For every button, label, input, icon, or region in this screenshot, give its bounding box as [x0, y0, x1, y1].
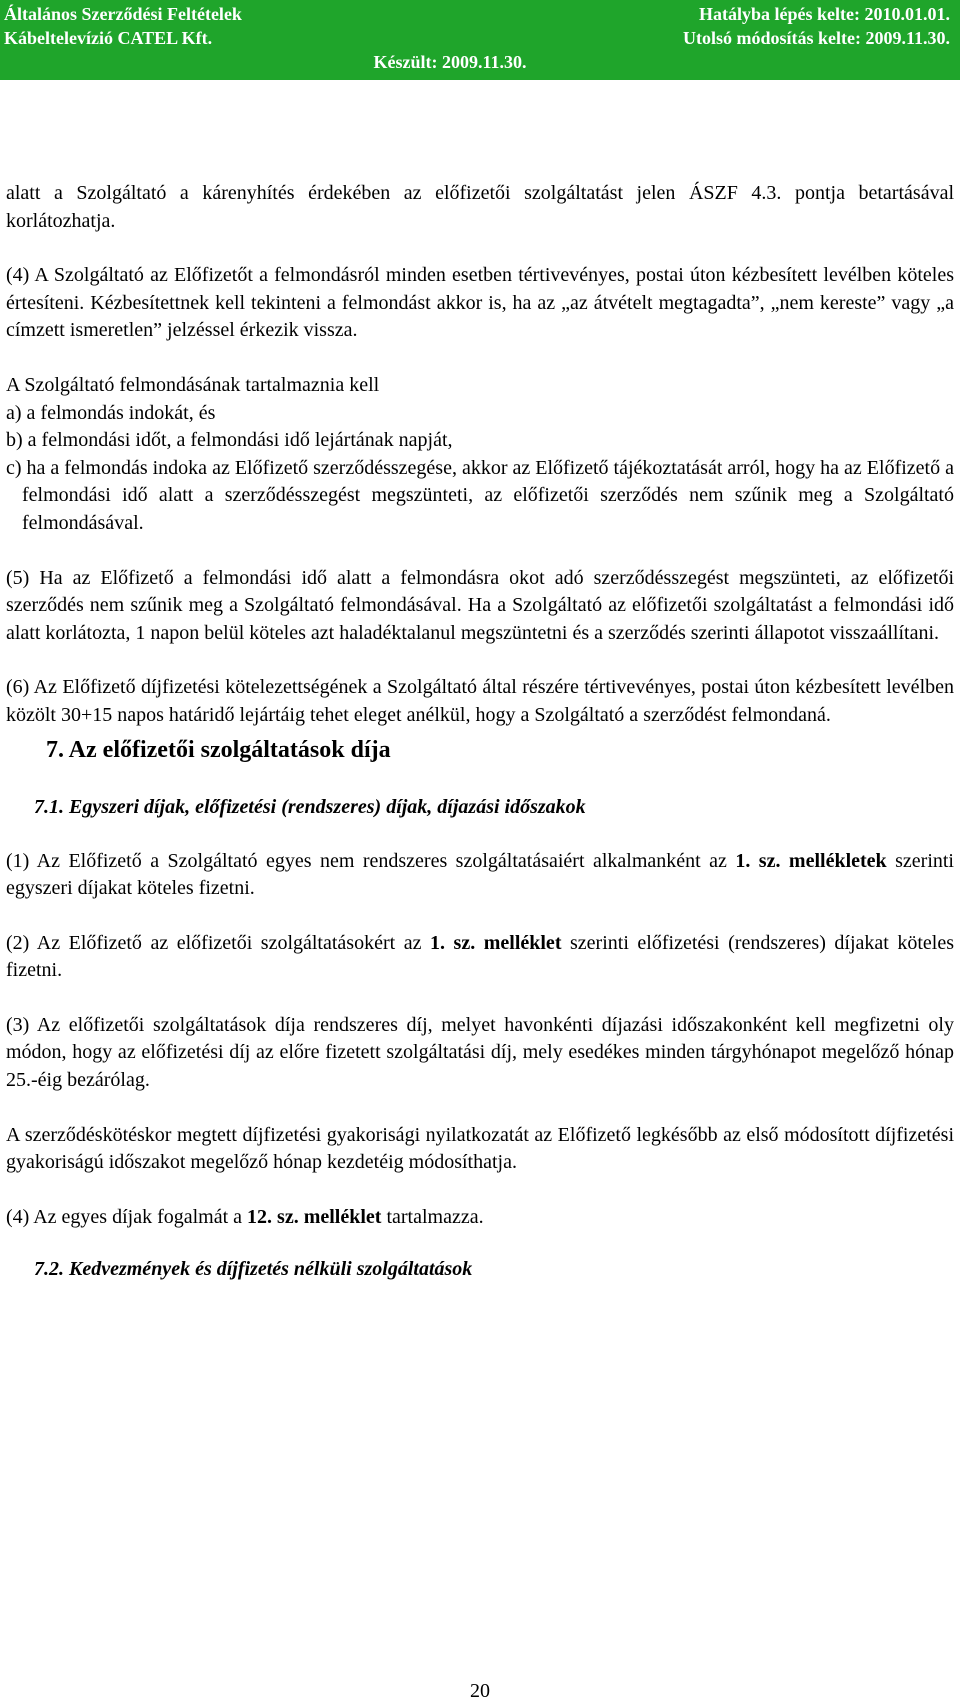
header-effective-date: Hatályba lépés kelte: 2010.01.01.	[699, 4, 950, 24]
paragraph-continued: alatt a Szolgáltató a kárenyhítés érdekében az előfizetői szolgáltatást jelen ÁSZF 4.3. pontja betartásával korlátozhatja.	[6, 182, 954, 232]
section-heading-7: 7. Az előfizetői szolgáltatások díja	[46, 736, 391, 763]
paragraph-7-1-4	[6, 1204, 954, 1232]
header-created-date: Készült: 2009.11.30.	[373, 52, 527, 72]
paragraph-7-1-1	[6, 848, 954, 903]
paragraph-5: (5) Ha az Előfizető a felmondási idő alatt a felmondásra okot adó szerződésszegést megszünteti, az előfizetői szerződés nem szűnik meg a Szolgáltató felmondásával. Ha a Szolgáltató az előfizetői szolgáltatást a felmondási idő alatt korlátozta, 1 napon belül köteles azt haladéktalanul megszüntetni és a szerződés szerinti állapotot visszaállítani.	[6, 566, 954, 644]
annex-reference: 1. sz. mellékletek	[735, 849, 887, 872]
page-number: 20	[470, 1680, 490, 1702]
annex-reference: 12. sz. melléklet	[247, 1205, 382, 1228]
paragraph-4: (4) A Szolgáltató az Előfizetőt a felmondásról minden esetben tértivevényes, postai úton kézbesített levélben köteles értesíteni. Kézbesítettnek kell tekinteni a felmondást akkor is, ha az „az átvételt megtagadta”, „nem kereste” vagy „a címzett ismeretlen” jelzéssel érkezik vissza.	[6, 264, 954, 342]
page-body	[6, 180, 954, 1283]
paragraph-content-intro: A Szolgáltató felmondásának tartalmaznia kell	[6, 373, 380, 396]
text-run: szerinti egyszeri díjakat köteles fizetni.	[6, 849, 954, 900]
page-header	[0, 0, 960, 80]
header-doc-title: Általános Szerződési Feltételek	[4, 4, 242, 24]
header-modified-date: Utolsó módosítás kelte: 2009.11.30.	[683, 28, 950, 48]
text-run: (1) Az Előfizető a Szolgáltató egyes nem rendszeres szolgáltatásaiért alkalmanként az	[6, 849, 736, 872]
header-company: Kábeltelevízió CATEL Kft.	[4, 28, 213, 48]
list-item-b: b) a felmondási időt, a felmondási idő lejártának napját,	[6, 429, 453, 452]
text-run: tartalmazza.	[381, 1205, 484, 1228]
subsection-heading-7-1: 7.1. Egyszeri díjak, előfizetési (rendszeres) díjak, díjazási időszakok	[34, 795, 586, 818]
list-item-c: c) ha a felmondás indoka az Előfizető szerződésszegése, akkor az Előfizető tájékoztatását arról, hogy ha az Előfizető a felmondási idő alatt a szerződésszegést megszünteti, az előfizetői szerződés nem szűnik meg a Szolgáltató felmondásával.	[6, 456, 954, 534]
text-run: (2) Az Előfizető az előfizetői szolgáltatásokért az	[6, 931, 430, 954]
annex-reference: 1. sz. melléklet	[430, 931, 562, 954]
paragraph-frequency: A szerződéskötéskor megtett díjfizetési gyakorisági nyilatkozatát az Előfizető legkésőbb az első módosított díjfizetési gyakoriságú időszakot megelőző hónap kezdetéig módosíthatja.	[6, 1123, 954, 1174]
subsection-heading-7-2: 7.2. Kedvezmények és díjfizetés nélküli szolgáltatások	[34, 1258, 473, 1281]
paragraph-7-1-3: (3) Az előfizetői szolgáltatások díja rendszeres díj, melyet havonkénti díjazási időszakonként kell megfizetni oly módon, hogy az előfizetési díj az előre fizetett szolgáltatási díj, mely esedékes minden tárgyhónapot megelőző hónap 25.-éig bezárólag.	[6, 1013, 954, 1092]
text-run: szerinti előfizetési (rendszeres) díjakat köteles fizetni.	[6, 931, 954, 982]
list-item-a: a) a felmondás indokát, és	[6, 401, 216, 424]
text-run: (4) Az egyes díjak fogalmát a	[6, 1205, 248, 1228]
paragraph-7-1-2	[6, 930, 954, 985]
paragraph-6: (6) Az Előfizető díjfizetési kötelezettségének a Szolgáltató által részére tértivevényes, postai úton kézbesített levélben közölt 30+15 napos határidő lejártáig tehet eleget anélkül, hogy a Szolgáltató a szerződést felmondaná.	[6, 676, 954, 726]
